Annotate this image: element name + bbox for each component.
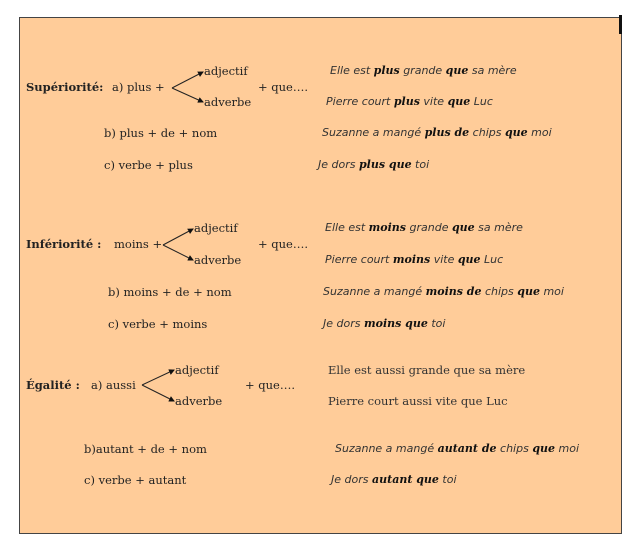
example [326, 94, 493, 110]
example-text: chips [481, 285, 518, 298]
rule-b: b) plus + de + nom [104, 126, 218, 140]
section-label-egalite: Égalité : [26, 378, 80, 392]
example-text: grande [406, 221, 452, 234]
example-keyword: que [532, 442, 556, 455]
example-text: toi [438, 473, 457, 486]
rule-b: b)autant + de + nom [84, 442, 207, 456]
example-keyword: que [504, 126, 528, 139]
example-text: Suzanne a mangé [335, 442, 438, 455]
example [323, 284, 564, 300]
arrow-down-3 [142, 385, 174, 401]
example [325, 220, 523, 236]
example-text: Luc [480, 253, 504, 266]
example [331, 472, 457, 488]
example-text: Elle est [330, 64, 374, 77]
rule-c: c) verbe + moins [108, 317, 208, 331]
example-text: vite [419, 95, 448, 108]
example-keyword: moins que [363, 317, 428, 330]
example-text: Pierre court aussi vite que Luc [328, 394, 508, 408]
arrow-down-1 [172, 88, 203, 102]
branch-adverbe: adverbe [175, 394, 223, 408]
example-text: Luc [470, 95, 493, 108]
example-keyword: que [517, 285, 540, 298]
example-keyword: que [445, 64, 469, 77]
branch-adjectif: adjectif [194, 221, 238, 235]
example-keyword: plus que [358, 158, 412, 171]
example [335, 441, 579, 457]
example [323, 316, 445, 332]
example-keyword: autant que [371, 473, 439, 486]
rule-b: b) moins + de + nom [108, 285, 232, 299]
arrow-up-1 [172, 72, 203, 88]
example-keyword: moins [368, 221, 406, 234]
branch-adverbe: adverbe [194, 253, 242, 267]
example-keyword: moins [392, 253, 431, 266]
example-text: toi [411, 158, 430, 171]
example-keyword: que [451, 221, 475, 234]
rule-c: c) verbe + autant [84, 473, 187, 487]
example-keyword: plus [393, 95, 420, 108]
example-text: Pierre court [326, 95, 394, 108]
section-label-superiorite: Supériorité: [26, 80, 104, 94]
que-label: + que…. [245, 378, 296, 392]
example-text: sa mère [468, 64, 517, 77]
example-keyword: que [447, 95, 471, 108]
example-text: sa mère [474, 221, 523, 234]
example-keyword: moins de [425, 285, 482, 298]
rule-a: a) aussi [91, 378, 136, 392]
branch-adjectif: adjectif [204, 64, 248, 78]
que-label: + que…. [258, 80, 309, 94]
example [322, 125, 552, 141]
rule-c: c) verbe + plus [104, 158, 193, 172]
example-text: Elle est [325, 221, 369, 234]
example-text: moi [555, 442, 580, 455]
branch-adverbe: adverbe [204, 95, 252, 109]
arrow-down-2 [163, 245, 193, 260]
que-label: + que…. [258, 237, 309, 251]
example-text: Je dors [331, 473, 372, 486]
branch-adjectif: adjectif [175, 363, 219, 377]
example-text: Suzanne a mangé [323, 285, 426, 298]
example [328, 393, 508, 409]
example-text: chips [496, 442, 533, 455]
example-text: moi [527, 126, 552, 139]
example-keyword: que [457, 253, 481, 266]
example [325, 252, 503, 268]
rule-a: a) plus + [112, 80, 165, 94]
section-label-inferiorite: Infériorité : [26, 237, 102, 251]
example-text: Elle est aussi grande que sa mère [328, 363, 526, 377]
example-text: Je dors [318, 158, 359, 171]
arrow-up-2 [163, 229, 193, 245]
example-text: chips [469, 126, 505, 139]
example-keyword: plus de [424, 126, 470, 139]
example-text: Je dors [323, 317, 364, 330]
rule-a: moins + [114, 237, 163, 251]
example [328, 362, 525, 378]
example-text: grande [399, 64, 446, 77]
arrow-up-3 [142, 370, 174, 385]
example [318, 157, 429, 173]
example-text: Suzanne a mangé [322, 126, 425, 139]
example-keyword: plus [373, 64, 400, 77]
example-text: toi [427, 317, 446, 330]
example-keyword: autant de [437, 442, 497, 455]
example [330, 63, 517, 79]
example-text: vite [430, 253, 458, 266]
example-text: moi [539, 285, 564, 298]
example-text: Pierre court [325, 253, 393, 266]
